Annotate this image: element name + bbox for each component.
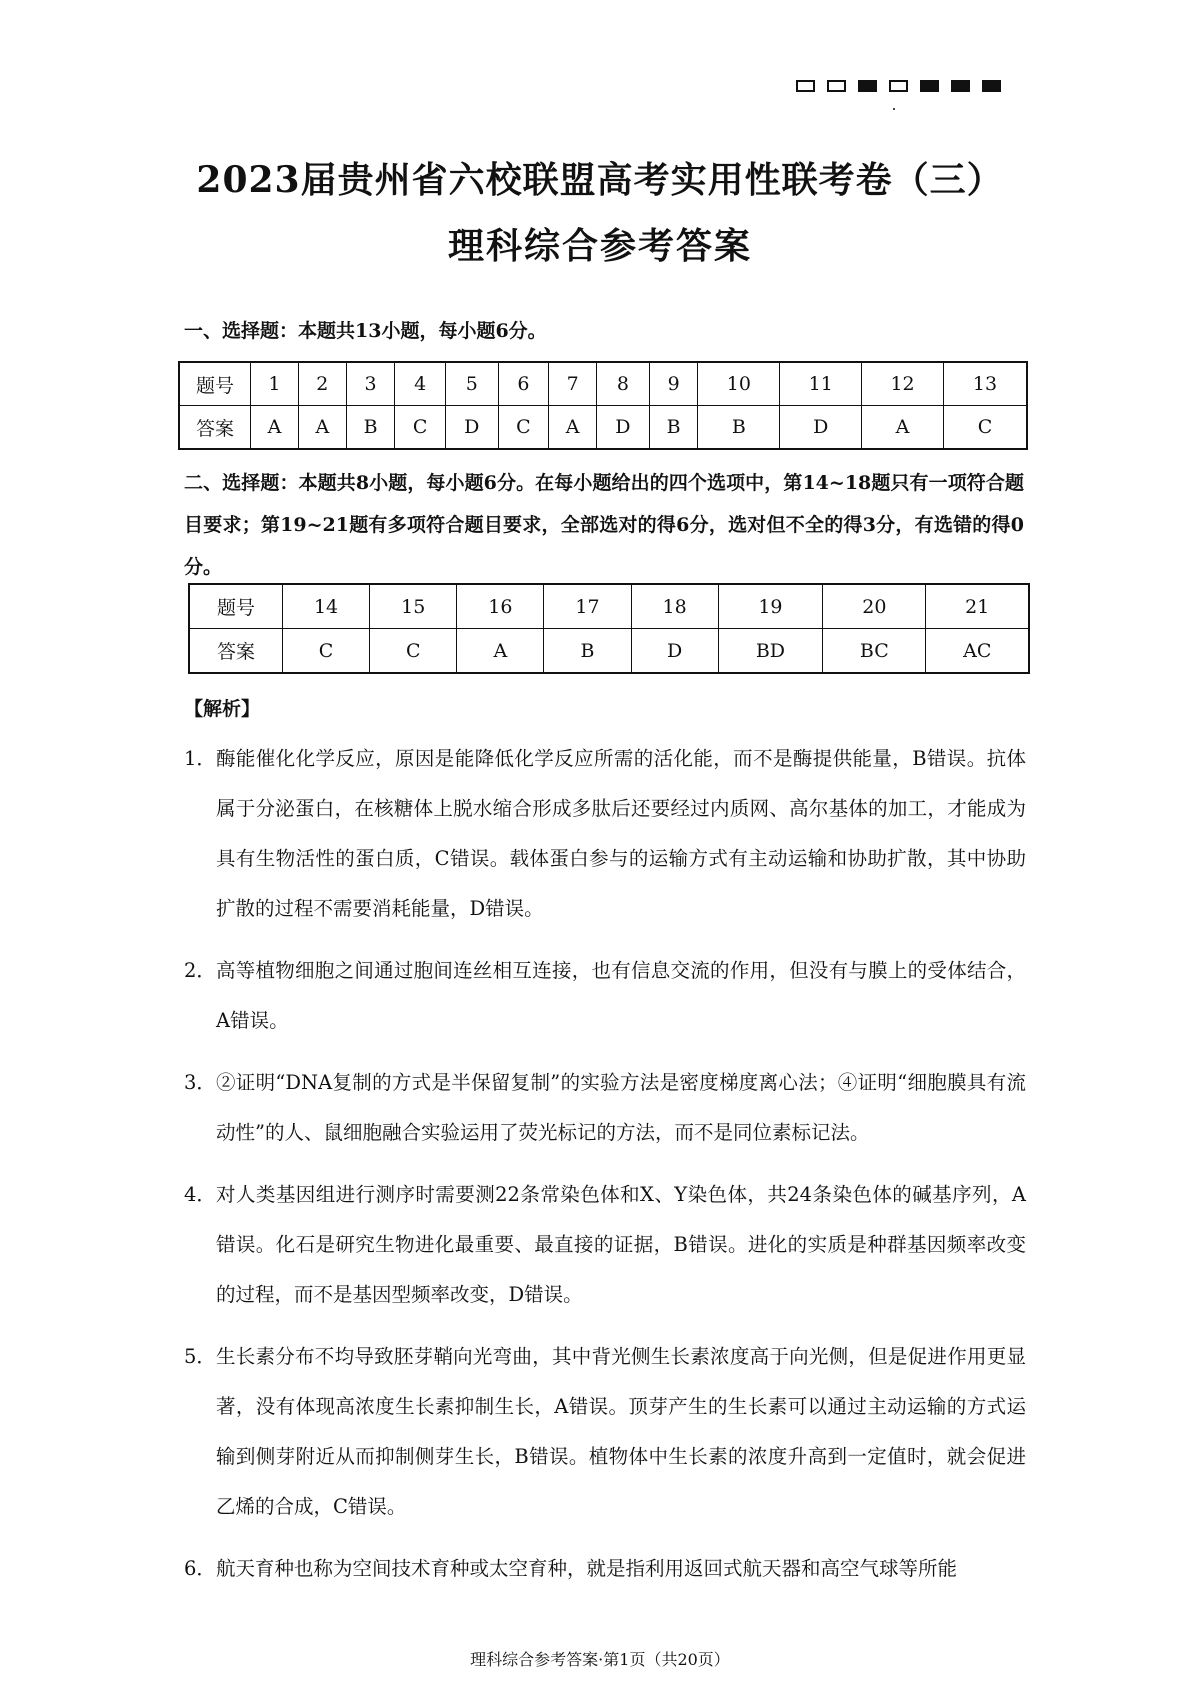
page-subtitle: 理科综合参考答案 <box>447 225 752 267</box>
item-number: 2． <box>184 959 216 982</box>
list-item <box>184 1332 1026 1532</box>
question-number: 9 <box>649 362 698 406</box>
page-footer: 理科综合参考答案·第1页（共20页） <box>470 1650 730 1669</box>
answer-cell: A <box>549 406 597 450</box>
answer-cell: C <box>395 406 446 450</box>
item-text: 酶能催化化学反应，原因是能降低化学反应所需的活化能，而不是酶提供能量，B错误。抗体属于分泌蛋白，在核糖体上脱水缩合形成多肽后还要经过内质网、高尔基体的加工，才能成为具有生物活性的蛋白质，C错误。载体蛋白参与的运输方式有主动运输和协助扩散，其中协助扩散的过程不需要消耗能量，D错误。 <box>216 747 1026 920</box>
answer-cell: BC <box>823 629 926 674</box>
answer-cell: D <box>631 629 718 674</box>
answer-cell: A <box>457 629 544 674</box>
scan-dot <box>893 108 895 110</box>
question-number: 3 <box>346 362 395 406</box>
analysis-heading: 【解析】 <box>184 698 261 720</box>
item-number: 5． <box>184 1345 216 1368</box>
table-row <box>189 629 1029 674</box>
answer-cell: C <box>283 629 370 674</box>
page-title: 2023届贵州省六校联盟高考实用性联考卷（三） <box>196 159 1004 201</box>
answer-cell: B <box>649 406 698 450</box>
section1-heading: 一、选择题：本题共13小题，每小题6分。 <box>184 320 547 342</box>
answer-cell: C <box>943 406 1027 450</box>
section2-heading: 二、选择题：本题共8小题，每小题6分。在每小题给出的四个选项中，第14~18题只有一项符合题目要求；第19~21题有多项符合题目要求，全部选对的得6分，选对但不全的得3分，有选错的得0分。 <box>184 472 1024 578</box>
list-item <box>184 1058 1026 1158</box>
question-number: 21 <box>926 584 1029 629</box>
item-text: 高等植物细胞之间通过胞间连丝相互连接，也有信息交流的作用，但没有与膜上的受体结合，A错误。 <box>216 959 1026 1032</box>
table-row <box>179 406 1027 450</box>
item-number: 4． <box>184 1183 216 1206</box>
header-mark-box <box>889 80 908 92</box>
question-number: 15 <box>370 584 457 629</box>
answer-cell: D <box>597 406 650 450</box>
question-number: 11 <box>780 362 862 406</box>
row-label: 题号 <box>179 362 251 406</box>
list-item <box>184 1544 1026 1594</box>
question-number: 18 <box>631 584 718 629</box>
answer-cell: A <box>298 406 346 450</box>
answer-cell: B <box>544 629 631 674</box>
header-mark-box <box>827 80 846 92</box>
table-row <box>179 362 1027 406</box>
header-mark-box <box>858 80 877 92</box>
answer-cell: D <box>780 406 862 450</box>
answer-cell: BD <box>718 629 822 674</box>
list-item <box>184 946 1026 1046</box>
item-number: 1． <box>184 747 216 770</box>
question-number: 2 <box>298 362 346 406</box>
row-label: 答案 <box>189 629 283 674</box>
question-number: 12 <box>862 362 944 406</box>
header-mark-box <box>920 80 939 92</box>
item-text: 生长素分布不均导致胚芽鞘向光弯曲，其中背光侧生长素浓度高于向光侧，但是促进作用更显著，没有体现高浓度生长素抑制生长，A错误。顶芽产生的生长素可以通过主动运输的方式运输到侧芽附近从而抑制侧芽生长，B错误。植物体中生长素的浓度升高到一定值时，就会促进乙烯的合成，C错误。 <box>216 1345 1026 1518</box>
row-label: 题号 <box>189 584 283 629</box>
answer-cell: B <box>698 406 780 450</box>
answer-table-1 <box>178 361 1028 450</box>
answer-cell: B <box>346 406 395 450</box>
answer-cell: D <box>445 406 498 450</box>
item-text: 对人类基因组进行测序时需要测22条常染色体和X、Y染色体，共24条染色体的碱基序列，A错误。化石是研究生物进化最重要、最直接的证据，B错误。进化的实质是种群基因频率改变的过程，而不是基因型频率改变，D错误。 <box>216 1183 1026 1306</box>
header-marks <box>796 80 1001 92</box>
answer-cell: A <box>251 406 299 450</box>
item-text: 航天育种也称为空间技术育种或太空育种，就是指利用返回式航天器和高空气球等所能 <box>216 1557 958 1580</box>
item-number: 6． <box>184 1557 216 1580</box>
item-text: ②证明“DNA复制的方式是半保留复制”的实验方法是密度梯度离心法；④证明“细胞膜具有流动性”的人、鼠细胞融合实验运用了荧光标记的方法，而不是同位素标记法。 <box>216 1071 1026 1144</box>
question-number: 10 <box>698 362 780 406</box>
item-number: 3． <box>184 1071 216 1094</box>
question-number: 7 <box>549 362 597 406</box>
header-mark-box <box>982 80 1001 92</box>
header-mark-box <box>796 80 815 92</box>
question-number: 5 <box>445 362 498 406</box>
question-number: 1 <box>251 362 299 406</box>
table-row <box>189 584 1029 629</box>
answer-cell: AC <box>926 629 1029 674</box>
question-number: 20 <box>823 584 926 629</box>
question-number: 8 <box>597 362 650 406</box>
question-number: 6 <box>498 362 549 406</box>
header-mark-box <box>951 80 970 92</box>
analysis-list <box>184 734 1026 1606</box>
answer-table-2 <box>188 583 1030 674</box>
answer-cell: C <box>498 406 549 450</box>
answer-cell: C <box>370 629 457 674</box>
question-number: 13 <box>943 362 1027 406</box>
question-number: 17 <box>544 584 631 629</box>
question-number: 16 <box>457 584 544 629</box>
answer-cell: A <box>862 406 944 450</box>
question-number: 19 <box>718 584 822 629</box>
question-number: 14 <box>283 584 370 629</box>
question-number: 4 <box>395 362 446 406</box>
row-label: 答案 <box>179 406 251 450</box>
list-item <box>184 734 1026 934</box>
list-item <box>184 1170 1026 1320</box>
